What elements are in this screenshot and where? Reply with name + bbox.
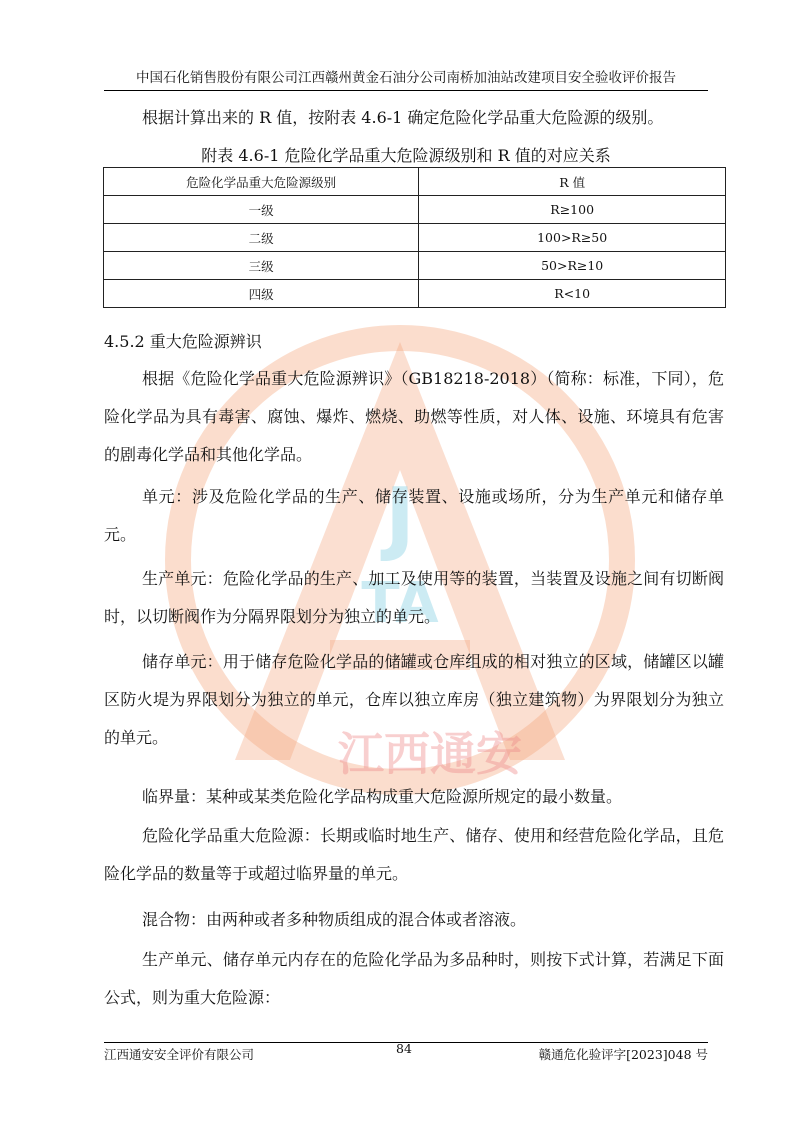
paragraph	[104, 778, 724, 816]
page-number: 84	[396, 1041, 412, 1056]
table-cell: 三级	[104, 252, 419, 280]
paragraph-text: 根据《危险化学品重大危险源辨识》（GB18218-2018）（简称：标准，下同），危险化学品为具有毒害、腐蚀、爆炸、燃烧、助燃等性质，对人体、设施、环境具有危害的剧毒化学品和其他化学品。	[104, 369, 724, 464]
paragraph-text: 临界量：某种或某类危险化学品构成重大危险源所规定的最小数量。	[142, 787, 623, 806]
paragraph-text: 单元：涉及危险化学品的生产、储存装置、设施或场所，分为生产单元和储存单元。	[104, 487, 724, 544]
paragraph	[104, 901, 724, 939]
page-header: 中国石化销售股份有限公司江西赣州黄金石油分公司南桥加油站改建项目安全验收评价报告	[136, 70, 676, 86]
table-header-cell: 危险化学品重大危险源级别	[104, 168, 419, 196]
table-row	[104, 196, 726, 224]
table-row	[104, 252, 726, 280]
paragraph-text: 混合物：由两种或者多种物质组成的混合体或者溶液。	[142, 910, 527, 929]
paragraph	[104, 941, 724, 1017]
paragraph	[104, 360, 724, 474]
section-heading: 4.5.2 重大危险源辨识	[104, 332, 262, 351]
paragraph-text: 生产单元：危险化学品的生产、加工及使用等的装置，当装置及设施之间有切断阀时，以切断阀作为分隔界限划分为独立的单元。	[104, 569, 724, 626]
footer-doc-number: 赣通危化验评字[2023]048 号	[538, 1047, 708, 1062]
table-cell: R≥100	[419, 196, 726, 224]
table-row	[104, 224, 726, 252]
paragraph-text: 生产单元、储存单元内存在的危险化学品为多品种时，则按下式计算，若满足下面公式，则为重大危险源：	[104, 950, 724, 1007]
paragraph-text: 储存单元：用于储存危险化学品的储罐或仓库组成的相对独立的区域，储罐区以罐区防火堤为界限划分为独立的单元，仓库以独立库房（独立建筑物）为界限划分为独立的单元。	[104, 652, 724, 747]
svg-text:江西通安: 江西通安	[338, 727, 522, 781]
table-cell: R<10	[419, 280, 726, 308]
table-row	[104, 280, 726, 308]
level-table	[103, 167, 726, 308]
table-cell: 50>R≥10	[419, 252, 726, 280]
table-header-cell: R 值	[419, 168, 726, 196]
header-rule	[104, 90, 708, 91]
paragraph	[104, 560, 724, 636]
paragraph-text: 危险化学品重大危险源：长期或临时地生产、储存、使用和经营危险化学品，且危险化学品的数量等于或超过临界量的单元。	[104, 826, 724, 883]
paragraph	[104, 478, 724, 554]
table-cell: 100>R≥50	[419, 224, 726, 252]
paragraph	[104, 817, 724, 893]
table-cell: 一级	[104, 196, 419, 224]
svg-text:J: J	[385, 471, 415, 564]
table-header-row	[104, 168, 726, 196]
footer-company: 江西通安安全评价有限公司	[104, 1047, 255, 1062]
svg-text:TA: TA	[361, 571, 439, 636]
table-caption: 附表 4.6-1 危险化学品重大危险源级别和 R 值的对应关系	[201, 146, 611, 165]
intro-text: 根据计算出来的 R 值，按附表 4.6-1 确定危险化学品重大危险源的级别。	[142, 108, 664, 127]
table-cell: 二级	[104, 224, 419, 252]
paragraph	[104, 643, 724, 757]
table-cell: 四级	[104, 280, 419, 308]
